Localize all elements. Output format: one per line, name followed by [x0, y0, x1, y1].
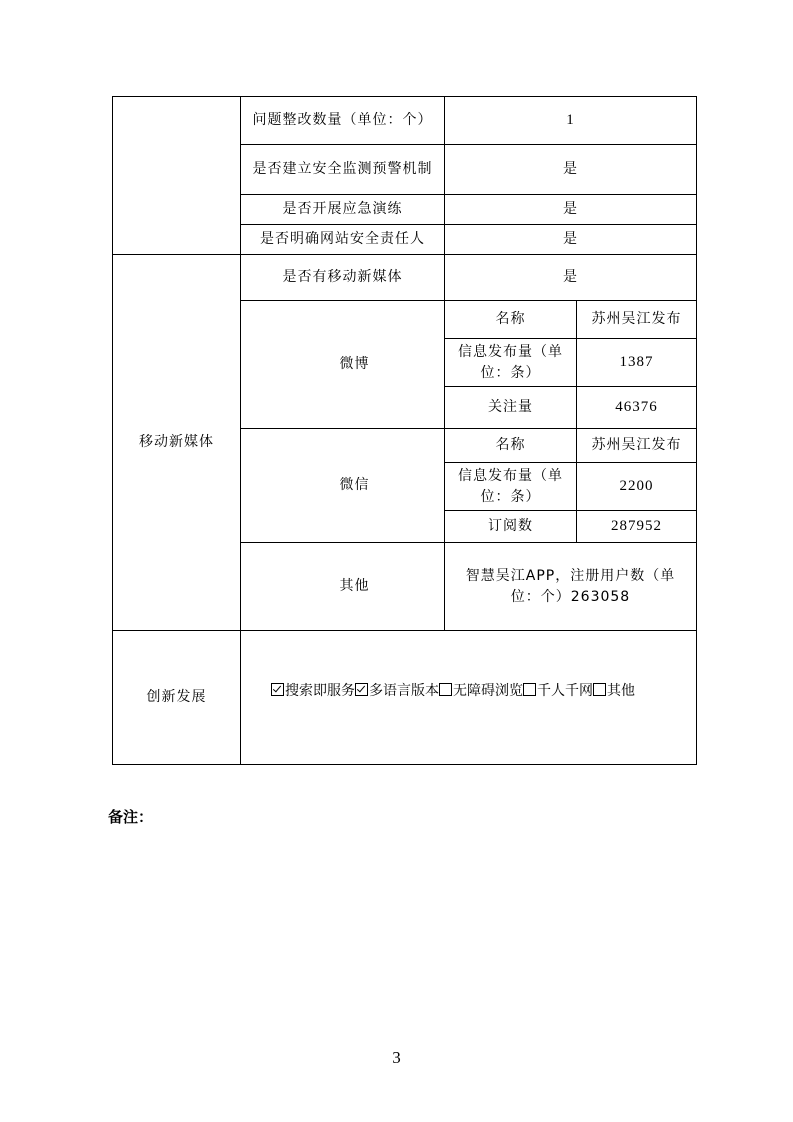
monitor-value: 是 [445, 145, 697, 195]
other-label: 其他 [241, 543, 445, 631]
weibo-follow-value: 46376 [577, 387, 697, 429]
note-label: 备注： [108, 808, 154, 826]
rectify-count-label: 问题整改数量（单位：个） [241, 97, 445, 145]
weibo-name-label: 名称 [445, 301, 577, 339]
rectify-count-value: 1 [445, 97, 697, 145]
wechat-name-label: 名称 [445, 429, 577, 463]
wechat-label: 微信 [241, 429, 445, 543]
mobile-section-label: 移动新媒体 [113, 255, 241, 631]
drill-label: 是否开展应急演练 [241, 195, 445, 225]
weibo-follow-label: 关注量 [445, 387, 577, 429]
has-mobile-label: 是否有移动新媒体 [241, 255, 445, 301]
report-table [112, 96, 697, 765]
other-value: 智慧吴江APP，注册用户数（单位：个）263058 [445, 543, 697, 631]
wechat-publish-label: 信息发布量（单位：条） [445, 463, 577, 511]
innovation-option: 多语言版本 [355, 683, 439, 699]
weibo-label: 微博 [241, 301, 445, 429]
checked-box-icon [355, 683, 368, 696]
unchecked-box-icon [439, 683, 452, 696]
innovation-option: 其他 [593, 683, 635, 699]
unchecked-box-icon [593, 683, 606, 696]
innovation-option: 搜索即服务 [271, 683, 355, 699]
weibo-publish-value: 1387 [577, 339, 697, 387]
wechat-name-value: 苏州吴江发布 [577, 429, 697, 463]
innovation-option: 无障碍浏览 [439, 683, 523, 699]
weibo-publish-label: 信息发布量（单位：条） [445, 339, 577, 387]
innovation-options [241, 631, 697, 765]
drill-value: 是 [445, 195, 697, 225]
responsible-value: 是 [445, 225, 697, 255]
wechat-sub-label: 订阅数 [445, 511, 577, 543]
checked-box-icon [271, 683, 284, 696]
page-number: 3 [392, 1048, 401, 1067]
wechat-publish-value: 2200 [577, 463, 697, 511]
monitor-label: 是否建立安全监测预警机制 [241, 145, 445, 195]
weibo-name-value: 苏州吴江发布 [577, 301, 697, 339]
has-mobile-value: 是 [445, 255, 697, 301]
unchecked-box-icon [523, 683, 536, 696]
wechat-sub-value: 287952 [577, 511, 697, 543]
innovation-option: 千人千网 [523, 683, 593, 699]
security-section-cell [113, 97, 241, 255]
innovation-label: 创新发展 [113, 631, 241, 765]
responsible-label: 是否明确网站安全责任人 [241, 225, 445, 255]
